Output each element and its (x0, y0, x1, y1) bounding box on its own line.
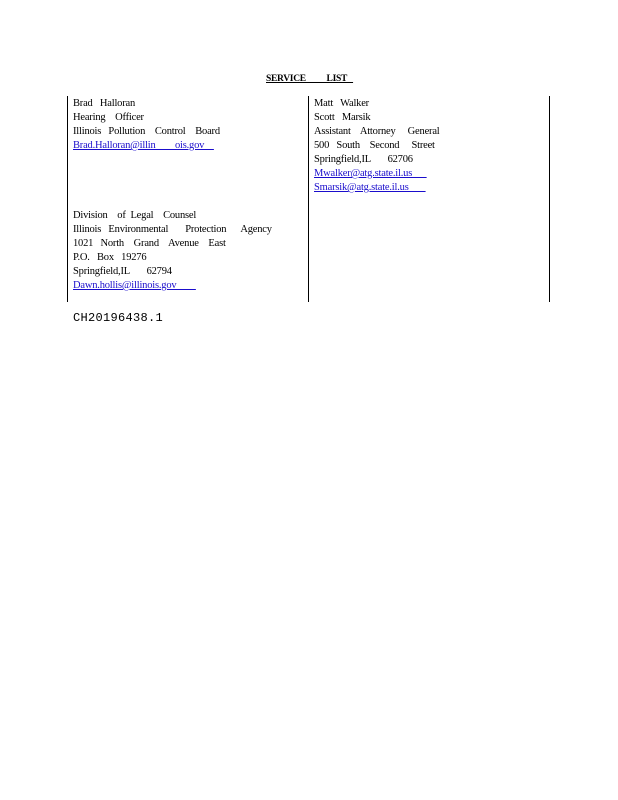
contact-organization: Illinois Pollution Control Board (73, 126, 220, 137)
contact-address: 500 South Second Street (314, 140, 435, 151)
contact-po-box: P.O. Box 19276 (73, 252, 147, 263)
contact-name: Matt Walker (314, 98, 369, 109)
contact-name: Scott Marsik (314, 112, 371, 123)
contact-block-legal-counsel (73, 209, 272, 293)
contact-email-link[interactable]: Mwalker@atg.state.il.us (314, 168, 427, 179)
contact-block-attorney-general (314, 97, 440, 195)
contact-title: Assistant Attorney General (314, 126, 440, 137)
contact-email-link[interactable]: Brad.Halloran@illin ois.gov (73, 140, 214, 151)
contact-block-hearing-officer (73, 97, 220, 153)
contact-title: Hearing Officer (73, 112, 144, 123)
document-id: CH20196438.1 (73, 311, 164, 325)
table-left-border (67, 96, 68, 302)
contact-city: Springfield,IL 62794 (73, 266, 172, 277)
contact-email-link[interactable]: Smarsik@atg.state.il.us (314, 182, 426, 193)
table-right-border (549, 96, 550, 302)
contact-agency: Illinois Environmental Protection Agency (73, 224, 272, 235)
contact-address: 1021 North Grand Avenue East (73, 238, 226, 249)
contact-city: Springfield,IL 62706 (314, 154, 413, 165)
contact-name: Brad Halloran (73, 98, 136, 109)
service-list-title: SERVICE LIST (266, 74, 354, 84)
contact-email-link[interactable]: Dawn.hollis@illinois.gov (73, 280, 196, 291)
contact-department: Division of Legal Counsel (73, 210, 197, 221)
table-center-divider (308, 96, 309, 302)
